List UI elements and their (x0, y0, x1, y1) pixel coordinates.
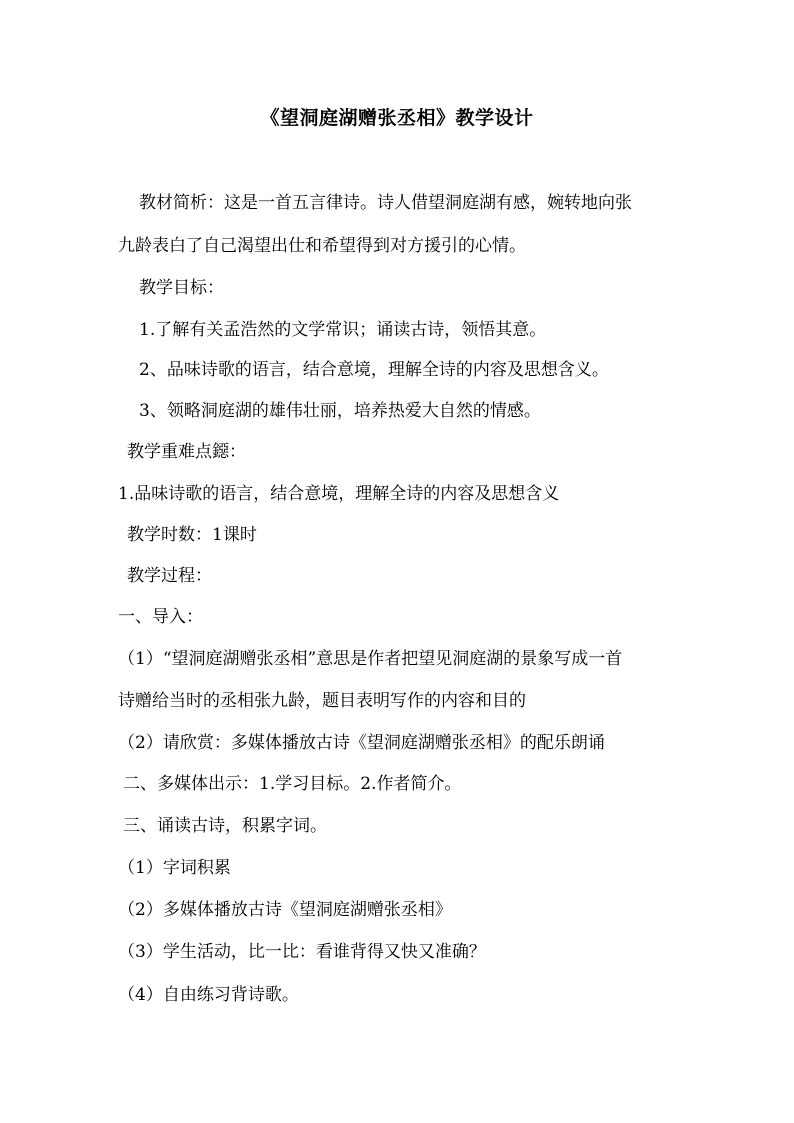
heading-process: 教学过程： (127, 566, 212, 586)
recite-item-3: （3）学生活动，比一比：看谁背得又快又准确？ (118, 942, 486, 962)
paragraph-intro-line-2: 九龄表白了自己渴望出仕和希望得到对方援引的心情。 (118, 236, 526, 256)
objective-3: 3、领略洞庭湖的雄伟壮丽，培养热爱大自然的情感。 (139, 401, 541, 421)
recite-item-2: （2）多媒体播放古诗《望洞庭湖赠张丞相》 (118, 900, 452, 920)
intro-item-2: （2）请欣赏：多媒体播放古诗《望洞庭湖赠张丞相》的配乐朗诵 (118, 733, 605, 753)
section-recite-heading: 三、诵读古诗，积累字词。 (123, 816, 327, 836)
recite-item-4: （4）自由练习背诗歌。 (118, 985, 299, 1005)
section-intro-heading: 一、导入： (118, 607, 203, 627)
objective-2: 2、品味诗歌的语言，结合意境，理解全诗的内容及思想含义。 (139, 360, 609, 380)
objective-1: 1.了解有关孟浩然的文学常识；诵读古诗，领悟其意。 (139, 320, 547, 340)
heading-key-points: 教学重难点鐚： (127, 442, 246, 462)
document-title: 《望洞庭湖赠张丞相》教学设计 (260, 107, 534, 129)
intro-item-1-line-1: （1）“望洞庭湖赠张丞相”意思是作者把望见洞庭湖的景象写成一首 (118, 649, 623, 669)
key-point-1: 1.品味诗歌的语言，结合意境，理解全诗的内容及思想含义 (118, 484, 560, 504)
heading-objectives: 教学目标： (139, 278, 224, 298)
recite-item-1: （1）字词积累 (118, 858, 231, 878)
lesson-hours: 教学时数：1课时 (127, 525, 257, 545)
section-multimedia: 二、多媒体出示：1.学习目标。2.作者简介。 (123, 774, 462, 794)
intro-item-1-line-2: 诗赠给当时的丞相张九龄，题目表明写作的内容和目的 (118, 691, 526, 711)
paragraph-intro-line-1: 教材简析：这是一首五言律诗。诗人借望洞庭湖有感，婉转地向张 (139, 193, 632, 213)
